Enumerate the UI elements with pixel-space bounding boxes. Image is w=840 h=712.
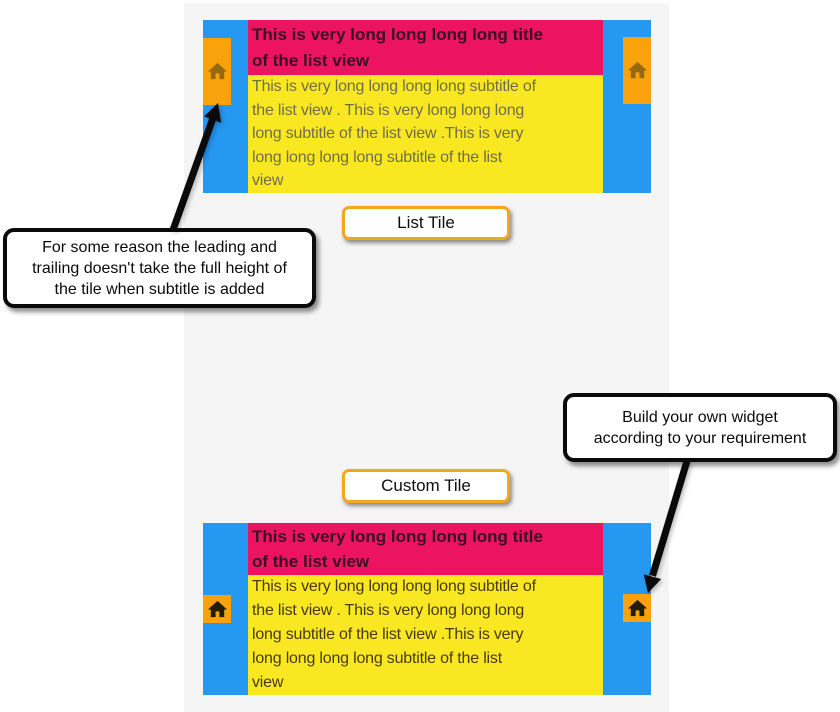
subtitle-line: view	[252, 674, 284, 691]
home-icon	[626, 597, 649, 620]
leading-home-icon-box	[203, 38, 231, 105]
leading-note-callout	[3, 228, 316, 308]
custom-tile-subtitle	[248, 575, 603, 695]
subtitle-line: view	[252, 172, 284, 189]
custom-widget-note-callout	[563, 393, 837, 462]
note-line: according to your requirement	[593, 429, 807, 447]
list-tile-button-label: List Tile	[397, 213, 455, 232]
note-line: Build your own widget	[622, 408, 778, 426]
title-line: This is very long long long long title	[252, 25, 543, 44]
list-tile-title	[248, 20, 603, 77]
list-tile[interactable]	[203, 20, 651, 193]
list-tile-subtitle	[248, 75, 603, 193]
custom-tile-button[interactable]	[342, 469, 510, 503]
note-line: For some reason the leading and	[42, 238, 277, 256]
home-icon	[206, 598, 229, 621]
leading-home-icon-box	[203, 595, 231, 623]
subtitle-line: long subtitle of the list view .This is very	[252, 626, 524, 643]
subtitle-line: This is very long long long long subtitle of	[252, 78, 536, 95]
custom-tile[interactable]	[203, 523, 651, 695]
note-line: trailing doesn't take the full height of	[32, 259, 287, 277]
note-line: the tile when subtitle is added	[54, 280, 265, 298]
home-icon	[626, 59, 649, 82]
custom-tile-title	[248, 523, 603, 576]
list-tile-button[interactable]	[342, 206, 510, 240]
subtitle-line: long long long long subtitle of the list	[252, 650, 502, 667]
trailing-home-icon-box	[623, 594, 651, 622]
subtitle-line: long long long long subtitle of the list	[252, 148, 502, 166]
custom-tile-button-label: Custom Tile	[381, 476, 471, 495]
title-line: of the list view	[252, 51, 370, 70]
title-line: This is very long long long long title	[252, 527, 543, 546]
title-line: of the list view	[252, 552, 370, 571]
home-icon	[206, 60, 229, 83]
trailing-home-icon-box	[623, 37, 651, 104]
subtitle-line: long subtitle of the list view .This is very	[252, 125, 524, 142]
subtitle-line: the list view . This is very long long long	[252, 602, 525, 619]
subtitle-line: This is very long long long long subtitle of	[252, 578, 536, 595]
subtitle-line: the list view . This is very long long long	[252, 101, 525, 119]
